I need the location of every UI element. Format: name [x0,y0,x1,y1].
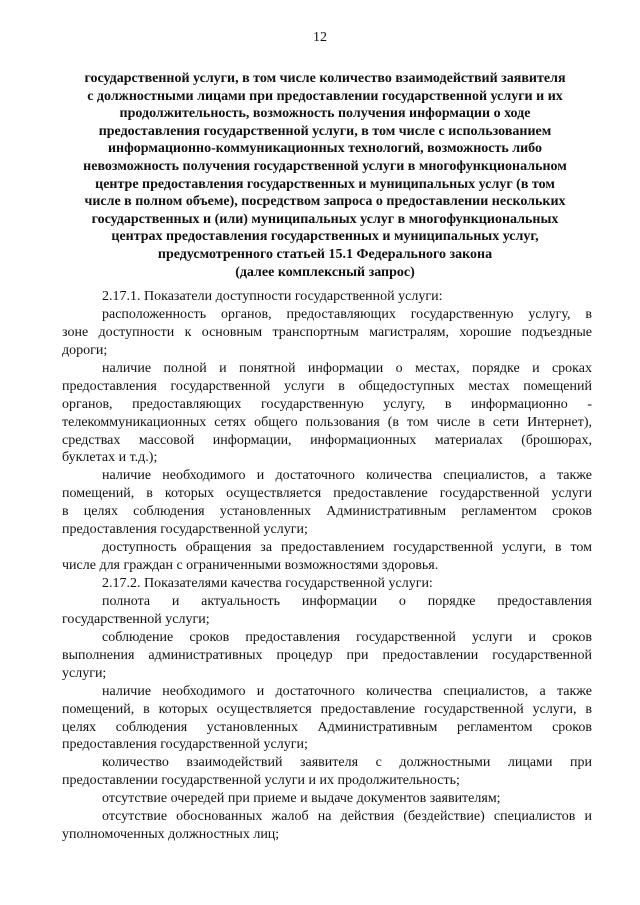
paragraph-line: государственной услуги; [62,611,210,627]
paragraph-line: дороги; [62,342,108,358]
heading-line: предусмотренного статьей 15.1 Федерального закона [157,246,493,262]
paragraph-line: помещений, в которых осуществляется предоставление государственной услуги, в [62,701,592,717]
paragraph-line: доступность обращения за предоставлением государственной услуги, в том [102,540,592,556]
heading-line: центрах предоставления государственных и муниципальных услуг, [111,229,539,245]
body-text [62,288,592,844]
paragraph-line: помещений, в которых осуществляется предоставление государственной услуги [62,486,592,502]
heading-line: предоставления государственной услуги, в том числе с использованием [98,123,552,139]
heading-line: (далее комплексный запрос) [235,264,415,280]
paragraph-line: услуги; [62,665,107,681]
paragraph-line: количество взаимодействий заявителя с должностными лицами при [102,755,592,771]
paragraph-line: телекоммуникационных сетях общего пользования (в том числе в сети Интернет), [62,414,592,430]
paragraph-line: числе для граждан с ограниченными возможностями здоровья. [62,558,439,574]
paragraph-line: наличие необходимого и достаточного количества специалистов, а также [102,468,592,484]
paragraph-line: отсутствие обоснованных жалоб на действия (бездействие) специалистов и [102,809,592,825]
heading-line: с должностными лицами при предоставлении государственной услуги и их [87,88,563,104]
paragraph-line: наличие полной и понятной информации о местах, порядке и сроках [102,360,592,376]
heading-line: информационно-коммуникационных технологий, возможность либо [107,141,542,157]
paragraph-line: предоставления государственной услуги; [62,737,308,753]
paragraph-line: буклетах и т.д.); [62,450,158,466]
paragraph-line: зоне доступности к основным транспортным магистралям, хорошие подъездные [62,324,592,340]
paragraph-line: предоставлении государственной услуги и их продолжительность; [62,773,460,789]
paragraph-line: 2.17.1. Показатели доступности государственной услуги: [102,289,443,304]
heading-line: продолжительность, возможность получения информации о ходе [119,106,531,122]
paragraph-line: предоставления государственной услуги в общедоступных местах помещений [62,378,592,394]
paragraph-line: в целях соблюдения установленных Административным регламентом сроков [62,504,592,520]
paragraph-line: целях соблюдения установленных Административным регламентом сроков [62,719,592,735]
page-number: 12 [313,30,327,45]
heading-line: государственной услуги, в том числе количество взаимодействий заявителя [84,71,566,86]
heading-line: числе в полном объеме), посредством запроса о предоставлении нескольких [84,194,566,210]
section-heading [62,70,588,281]
heading-line: государственных и (или) муниципальных услуг в многофункциональных [91,211,559,227]
paragraph-line: полнота и актуальность информации о порядке предоставления [102,593,592,609]
paragraph-line: предоставления государственной услуги; [62,522,308,538]
paragraph-line: органов, предоставляющих государственную услугу, в информационно - [62,396,592,412]
heading-line: невозможность получения государственной услуги в многофункциональном [83,158,567,174]
paragraph-line: расположенность органов, предоставляющих государственную услугу, в [102,306,592,322]
paragraph-line: уполномоченных должностных лиц; [62,827,280,843]
paragraph-line: отсутствие очередей при приеме и выдаче документов заявителям; [102,791,501,807]
paragraph-line: соблюдение сроков предоставления государственной услуги и сроков [102,629,592,645]
heading-line: центре предоставления государственных и муниципальных услуг (в том [95,176,555,192]
paragraph-line: 2.17.2. Показателями качества государственной услуги: [102,576,433,591]
paragraph-line: выполнения административных процедур при предоставлении государственной [62,647,592,663]
paragraph-line: наличие необходимого и достаточного количества специалистов, а также [102,683,592,699]
paragraph-line: средствах массовой информации, информационных материалах (брошюрах, [62,432,592,448]
